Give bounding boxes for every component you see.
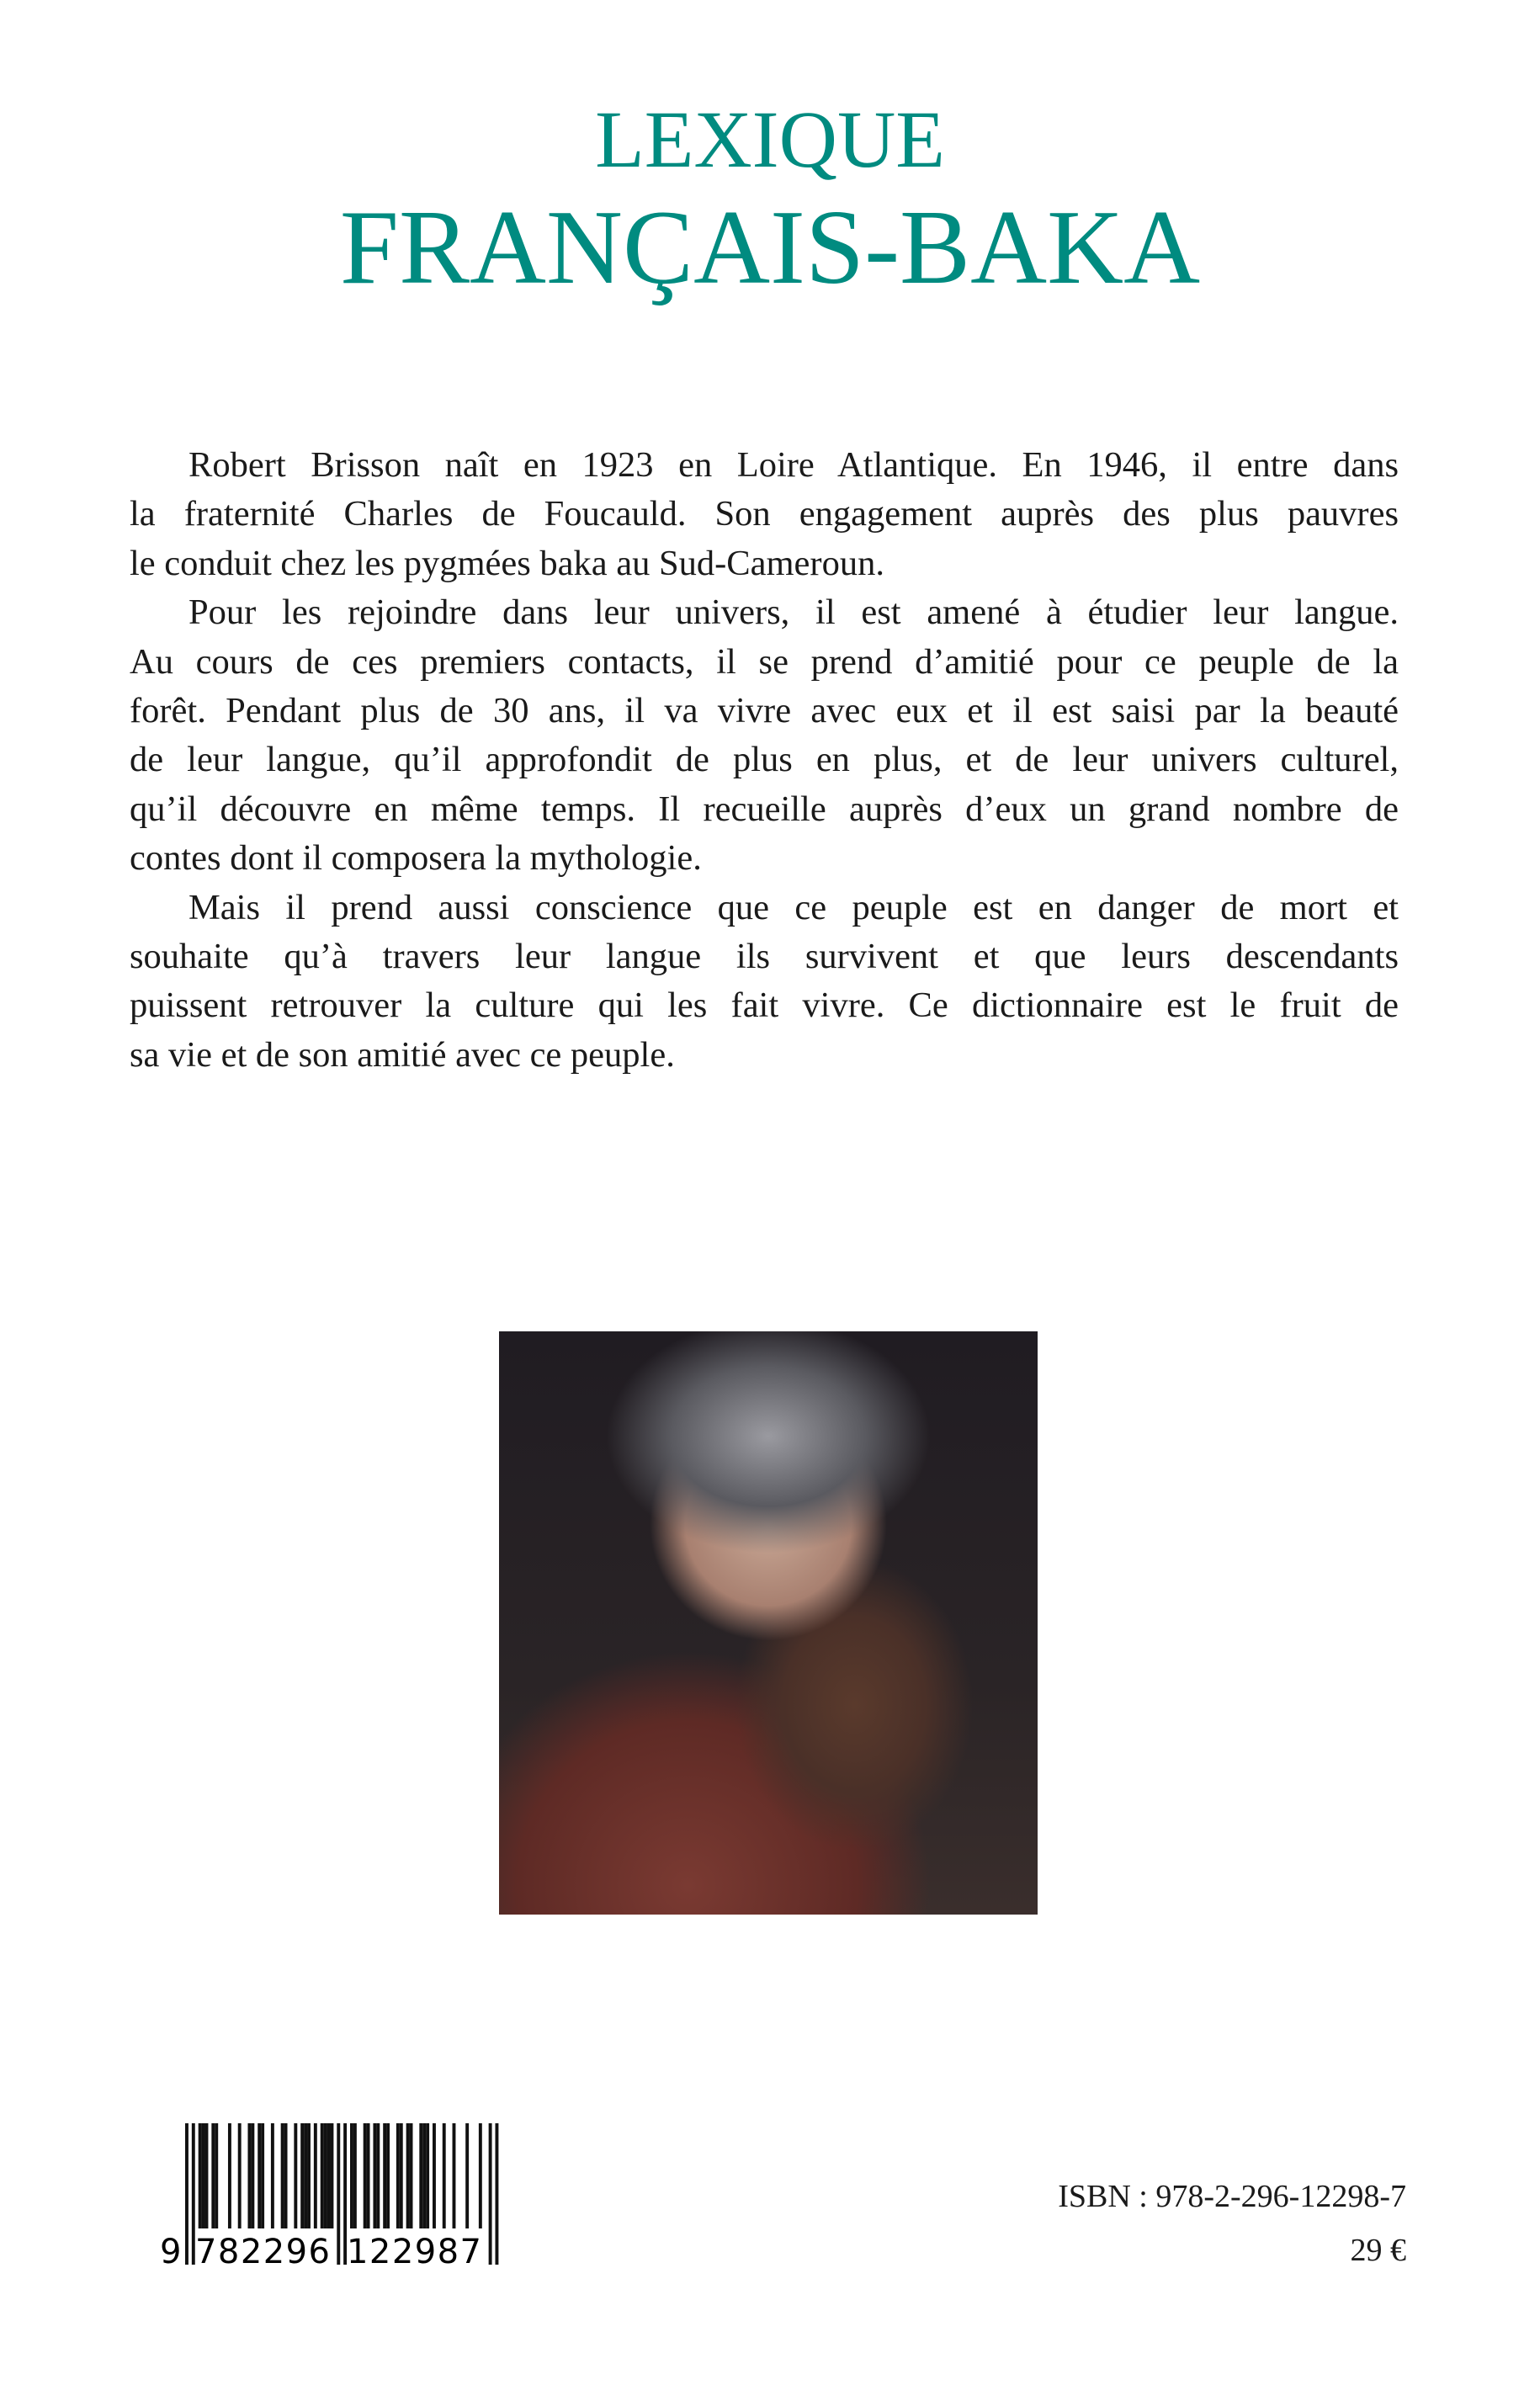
barcode-bar <box>247 2123 251 2228</box>
barcode-bar <box>337 2123 340 2265</box>
paragraph <box>130 884 1399 1081</box>
barcode-bar <box>406 2123 410 2228</box>
barcode-bar <box>330 2123 333 2228</box>
barcode-bar <box>386 2123 390 2228</box>
barcode-left-digits: 782296 <box>195 2233 330 2266</box>
barcode-bar <box>215 2123 218 2228</box>
barcode-bar <box>307 2123 311 2228</box>
barcode-bar <box>419 2123 422 2228</box>
barcode-bar <box>304 2123 307 2228</box>
barcode-bar <box>202 2123 205 2228</box>
barcode-bar <box>396 2123 400 2228</box>
barcode-bar <box>443 2123 446 2228</box>
back-cover-text <box>130 441 1399 1080</box>
title-francais-baka: FRANÇAIS-BAKA <box>339 189 1201 306</box>
barcode-bar <box>489 2123 492 2265</box>
barcode-bar <box>294 2123 297 2228</box>
barcode-bar <box>453 2123 456 2228</box>
barcode-bar <box>258 2123 261 2228</box>
barcode-bar <box>300 2123 304 2228</box>
barcode-bar <box>185 2123 189 2265</box>
barcode-bar <box>367 2123 370 2228</box>
barcode-bar <box>433 2123 436 2228</box>
barcode-bar <box>350 2123 353 2228</box>
text-line: Robert Brisson naît en 1923 en Loire Atlantique. En 1946, il entre dans <box>189 445 1399 485</box>
text-line: contes dont il composera la mythologie. <box>130 838 702 879</box>
text-line: Au cours de ces premiers contacts, il se prend d’amitié pour ce peuple de la <box>130 641 1399 682</box>
barcode-bar <box>495 2123 498 2265</box>
barcode-bar <box>324 2123 327 2228</box>
barcode-bar <box>211 2123 215 2228</box>
barcode-bar <box>205 2123 209 2228</box>
text-line: sa vie et de son amitié avec ce peuple. <box>130 1034 675 1075</box>
barcode-right-digits: 122987 <box>347 2233 481 2266</box>
barcode-bar <box>479 2123 482 2228</box>
barcode-bar <box>321 2123 324 2228</box>
barcode-bar <box>228 2123 231 2228</box>
barcode-bar <box>199 2123 202 2228</box>
barcode-bar <box>410 2123 413 2228</box>
barcode-bar <box>373 2123 376 2228</box>
text-line: Pour les rejoindre dans leur univers, il est amené à étudier leur langue. <box>189 592 1399 633</box>
text-line: Mais il prend aussi conscience que ce peuple est en danger de mort et <box>189 887 1399 927</box>
barcode-bar <box>238 2123 242 2228</box>
barcode-bar <box>327 2123 331 2228</box>
text-line: la fraternité Charles de Foucauld. Son engagement auprès des plus pauvres <box>130 494 1399 534</box>
barcode-bar <box>383 2123 386 2228</box>
barcode-bar <box>271 2123 274 2228</box>
title-lexique: LEXIQUE <box>595 94 945 184</box>
barcode-bar <box>314 2123 317 2228</box>
text-line: le conduit chez les pygmées baka au Sud-Cameroun. <box>130 543 884 583</box>
barcode-bar <box>364 2123 367 2228</box>
barcode-bar <box>284 2123 288 2228</box>
barcode-bar <box>400 2123 403 2228</box>
text-line: forêt. Pendant plus de 30 ans, il va vivre avec eux et il est saisi par la beauté <box>130 691 1399 731</box>
text-line: puissent retrouver la culture qui les fait vivre. Ce dictionnaire est le fruit de <box>130 985 1399 1026</box>
barcode-first-digit: 9 <box>160 2233 182 2266</box>
author-photo <box>499 1331 1038 1915</box>
text-line: de leur langue, qu’il approfondit de plus en plus, et de leur univers culturel, <box>130 740 1399 780</box>
barcode-bar <box>261 2123 264 2228</box>
paragraph <box>130 588 1399 883</box>
barcode-bar <box>251 2123 254 2228</box>
text-line: souhaite qu’à travers leur langue ils survivent et que leurs descendants <box>130 937 1399 977</box>
barcode-bar <box>465 2123 469 2228</box>
isbn-barcode <box>160 2123 505 2266</box>
paragraph <box>130 441 1399 588</box>
barcode-bar <box>426 2123 429 2228</box>
barcode-bar <box>353 2123 357 2228</box>
barcode-bar <box>422 2123 426 2228</box>
text-line: qu’il découvre en même temps. Il recueille auprès d’eux un grand nombre de <box>130 789 1399 829</box>
barcode-bar <box>281 2123 284 2228</box>
isbn-text: ISBN : 978-2-296-12298-7 <box>1058 2179 1406 2214</box>
price: 29 € <box>1350 2233 1406 2268</box>
barcode-bar <box>192 2123 195 2265</box>
barcode-bar <box>376 2123 380 2228</box>
barcode-bar <box>343 2123 347 2265</box>
